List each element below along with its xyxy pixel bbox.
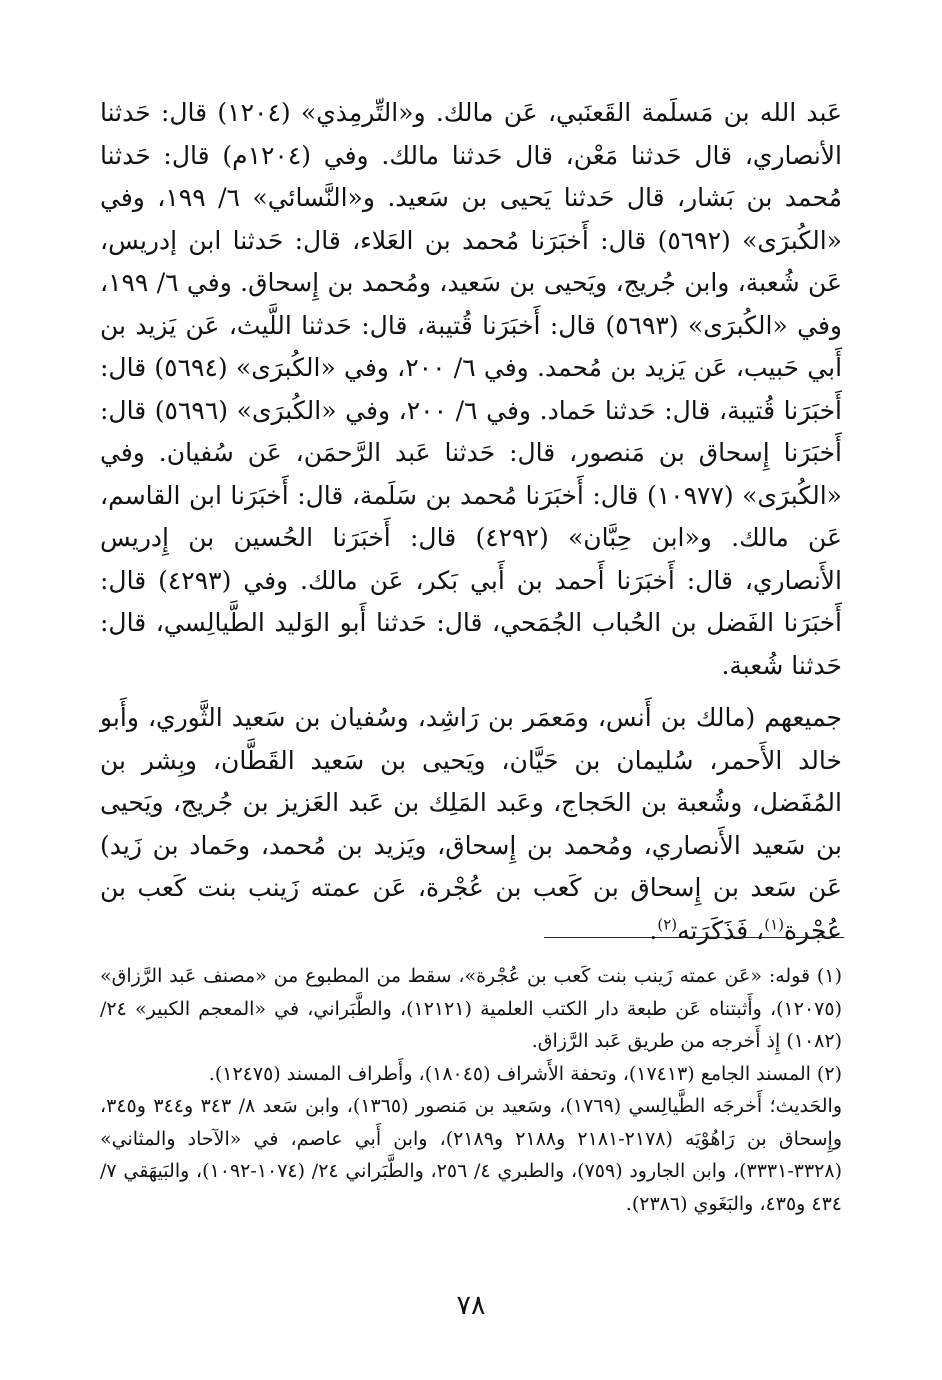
paragraph-2: [100, 697, 842, 952]
main-text: [100, 92, 842, 952]
footnote-2: (٢) المسند الجامع (١٧٤١٣)، وتحفة الأَشراف (١٨٠٤٥)، وأَطراف المسند (١٢٤٧٥).: [208, 1062, 842, 1085]
page-number: ٧٨: [456, 1290, 486, 1321]
footnote-ref-2[interactable]: (٢): [657, 915, 678, 934]
footnote-1: (١) قوله: «عَن عمته زَينب بنت كَعب بن عُجْرة»، سقط من المطبوع من «مصنف عَبد الرَّزاق» (١٢٠٧٥)، وأَثبتناه عَن طبعة دار الكتب العلمية (١٢١٢١)، والطَّبَراني، في «المعجم الكبير» ٢٤/ (١٠٨٢) إِذ أَخرجه من طريق عَبد الرَّزاق.: [100, 965, 842, 1052]
paragraph-1: عَبد الله بن مَسلَمة القَعنَبي، عَن مالك. و«التِّرمِذي» (١٢٠٤) قال: حَدثنا الأنصاري، قال حَدثنا مَعْن، قال حَدثنا مالك. وفي (١٢٠٤م) قال: حَدثنا مُحمد بن بَشار، قال حَدثنا يَحيى بن سَعيد. و«النَّسائي» ٦/ ١٩٩، وفي «الكُبرَى» (٥٦٩٢) قال: أَخبَرَنا مُحمد بن العَلاء، قال: حَدثنا ابن إدريس، عَن شُعبة، وابن جُريج، ويَحيى بن سَعيد، ومُحمد بن إِسحاق. وفي ٦/ ١٩٩، وفي «الكُبرَى» (٥٦٩٣) قال: أَخبَرَنا قُتيبة، قال: حَدثنا اللَّيث، عَن يَزيد بن أَبي حَبيب، عَن يَزيد بن مُحمد. وفي ٦/ ٢٠٠، وفي «الكُبرَى» (٥٦٩٤) قال: أَخبَرَنا قُتيبة، قال: حَدثنا حَماد. وفي ٦/ ٢٠٠، وفي «الكُبرَى» (٥٦٩٦) قال: أَخبَرَنا إِسحاق بن مَنصور، قال: حَدثنا عَبد الرَّحمَن، عَن سُفيان. وفي «الكُبرَى» (١٠٩٧٧) قال: أَخبَرَنا مُحمد بن سَلَمة، قال: أَخبَرَنا ابن القاسم، عَن مالك. و«ابن حِبَّان» (٤٢٩٢) قال: أَخبَرَنا الحُسين بن إِدريس الأَنصاري، قال: أَخبَرَنا أَحمد بن أَبي بَكر، عَن مالك. وفي (٤٢٩٣) قال: أَخبَرَنا الفَضل بن الحُباب الجُمَحي، قال: حَدثنا أَبو الوَليد الطَّيالِسي، قال: حَدثنا شُعبة.: [100, 98, 843, 680]
paragraph-2-end: .: [649, 915, 658, 945]
paragraph-2-middle: ، فَذَكَرَته: [677, 915, 765, 945]
footnote-ref-1[interactable]: (١): [764, 915, 785, 934]
footnote-divider: [544, 937, 844, 938]
footnotes: [100, 960, 842, 1220]
paragraph-2-text: جميعهم (مالك بن أَنس، ومَعمَر بن رَاشِد، وسُفيان بن سَعيد الثَّوري، وأَبو خالد الأَحمر، سُليمان بن حَيَّان، ويَحيى بن سَعيد القَطَّان، وبِشر بن المُفَضل، وشُعبة بن الحَجاج، وعَبد المَلِك بن عَبد العَزيز بن جُريج، ويَحيى بن سَعيد الأَنصاري، ومُحمد بن إِسحاق، ويَزيد بن مُحمد، وحَماد بن زَيد) عَن سَعد بن إِسحاق بن كَعب بن عُجْرة، عَن عمته زَينب بنت كَعب بن عُجْرة: [100, 703, 842, 945]
footnote-2-continued: والحَديث؛ أَخرجَه الطَّيالِسي (١٧٦٩)، وسَعيد بن مَنصور (١٣٦٥)، وابن سَعد ٨/ ٣٤٣ و٣٤٤ و٣٤٥، وإِسحاق بن رَاهُوْيَه (٢١٧٨-٢١٨١ و٢١٨٨ و٢١٨٩)، وابن أَبي عاصم، في «الآحاد والمثاني» (٣٣٢٨-٣٣٣١)، وابن الجارود (٧٥٩)، والطبري ٤/ ٢٥٦، والطَّبَراني ٢٤/ (١٠٧٤-١٠٩٢)، والبَيهَقي ٧/ ٤٣٤ و٤٣٥، والبَغَوي (٢٣٨٦).: [100, 1095, 842, 1215]
